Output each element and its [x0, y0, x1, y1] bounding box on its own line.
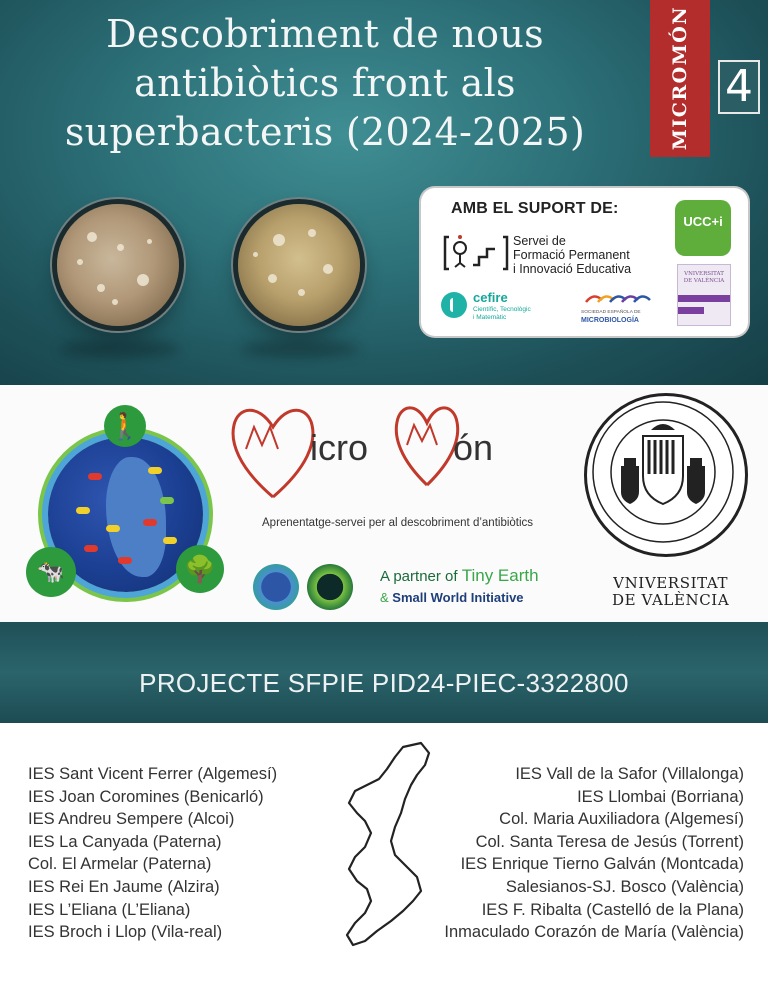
heart-m-icon [228, 397, 318, 507]
schools-list-left [28, 763, 277, 944]
header-banner [0, 0, 768, 385]
school-item: Inmaculado Corazón de María (València) [444, 923, 744, 942]
small-world-line [380, 590, 524, 605]
tree-icon: 🌳 [176, 545, 224, 593]
petri-shadow [60, 340, 180, 358]
school-item: IES Andreu Sempere (Alcoi) [28, 810, 235, 829]
school-item: Col. Maria Auxiliadora (Algemesí) [499, 810, 744, 829]
university-line: VNIVERSITAT [613, 574, 729, 592]
side-tab-label: MICROMÓN [669, 5, 691, 151]
ucci-logo [675, 200, 731, 256]
project-band [0, 622, 768, 723]
school-item: IES Joan Coromines (Benicarló) [28, 787, 264, 806]
ampersand: & [380, 590, 393, 605]
micromon-text-part2: ón [453, 427, 494, 468]
school-item: IES L’Eliana (L’Eliana) [28, 900, 191, 919]
title-line-3: superbacteris (2024-2025) [64, 110, 586, 154]
cefire-logo-icon [441, 292, 467, 318]
uv-small-line: DE VALÈNCIA [683, 278, 725, 284]
school-item: IES Llombai (Borriana) [577, 787, 744, 806]
micromon-text-part1: icro [310, 427, 369, 468]
school-item: IES Sant Vicent Ferrer (Algemesí) [28, 765, 278, 783]
title-line-2: antibiòtics front als [134, 61, 516, 105]
university-seal-icon [584, 393, 748, 557]
ucci-label: UCC+i [683, 214, 723, 229]
school-item: IES Enrique Tierno Galván (Montcada) [460, 855, 744, 874]
valencia-map-outline-icon [325, 741, 455, 951]
partner-prefix: A partner of [380, 568, 462, 585]
uv-small-logo [677, 264, 731, 326]
tiny-earth-name: Tiny Earth [461, 566, 539, 585]
small-world-logo-icon [307, 564, 353, 610]
cefire-sub-line: i Matemàtic [473, 313, 507, 321]
school-item: IES Vall de la Safor (Villalonga) [515, 765, 744, 783]
logos-band [0, 385, 768, 622]
sfpie-logo-icon [443, 233, 509, 273]
school-item: IES Broch i Llop (Vila-real) [28, 923, 223, 942]
cefire-sub-line: Científic, Tecnològic [473, 306, 531, 313]
project-code: PROJECTE SFPIE PID24-PIEC-3322800 [139, 668, 629, 698]
school-item: Col. Santa Teresa de Jesús (Torrent) [475, 832, 744, 851]
poster-title [20, 10, 630, 157]
semicro-logo-icon [584, 290, 654, 306]
semicro-name: MICROBIOLOGÍA [581, 317, 639, 324]
school-item: IES F. Ribalta (Castelló de la Plana) [481, 900, 744, 919]
sfpie-name [513, 234, 631, 276]
petri-dish-image [238, 204, 360, 326]
cow-icon: 🐄 [26, 547, 76, 597]
university-line: DE VALÈNCIA [612, 591, 730, 609]
support-box [421, 188, 748, 336]
micromon-globe-logo [26, 405, 226, 610]
micromon-tagline: Aprenentatge-servei per al descobriment d’antibiòtics [262, 517, 534, 529]
tiny-earth-logo-icon [253, 564, 299, 610]
school-item: Salesianos-SJ. Bosco (València) [505, 877, 744, 896]
partner-line [380, 566, 539, 586]
uv-small-line: VNIVERSITAT [684, 271, 724, 277]
cefire-name: cefire [473, 290, 508, 305]
sfpie-line: Formació Permanent [513, 248, 630, 262]
cefire-subtitle [473, 306, 531, 321]
heart-m-icon [392, 397, 462, 492]
sfpie-line: i Innovació Educativa [513, 262, 632, 276]
support-heading: AMB EL SUPORT DE: [451, 200, 619, 217]
edition-number: 4 [718, 60, 760, 114]
school-item: IES Rei En Jaume (Alzira) [28, 877, 220, 896]
schools-section [0, 723, 768, 983]
schools-list-right [444, 763, 744, 944]
school-item: IES La Canyada (Paterna) [28, 832, 222, 851]
walker-icon: 🚶 [104, 405, 146, 447]
semicro-subtitle: SOCIEDAD ESPAÑOLA DE [581, 310, 641, 315]
university-name [612, 575, 729, 609]
school-item: Col. El Armelar (Paterna) [28, 855, 212, 874]
petri-shadow [240, 340, 360, 358]
micromon-side-tab [650, 0, 710, 157]
sfpie-line: Servei de [513, 234, 566, 248]
petri-dish-image [57, 204, 179, 326]
small-world-name: Small World Initiative [392, 590, 524, 605]
title-line-1: Descobriment de nous [106, 12, 544, 56]
